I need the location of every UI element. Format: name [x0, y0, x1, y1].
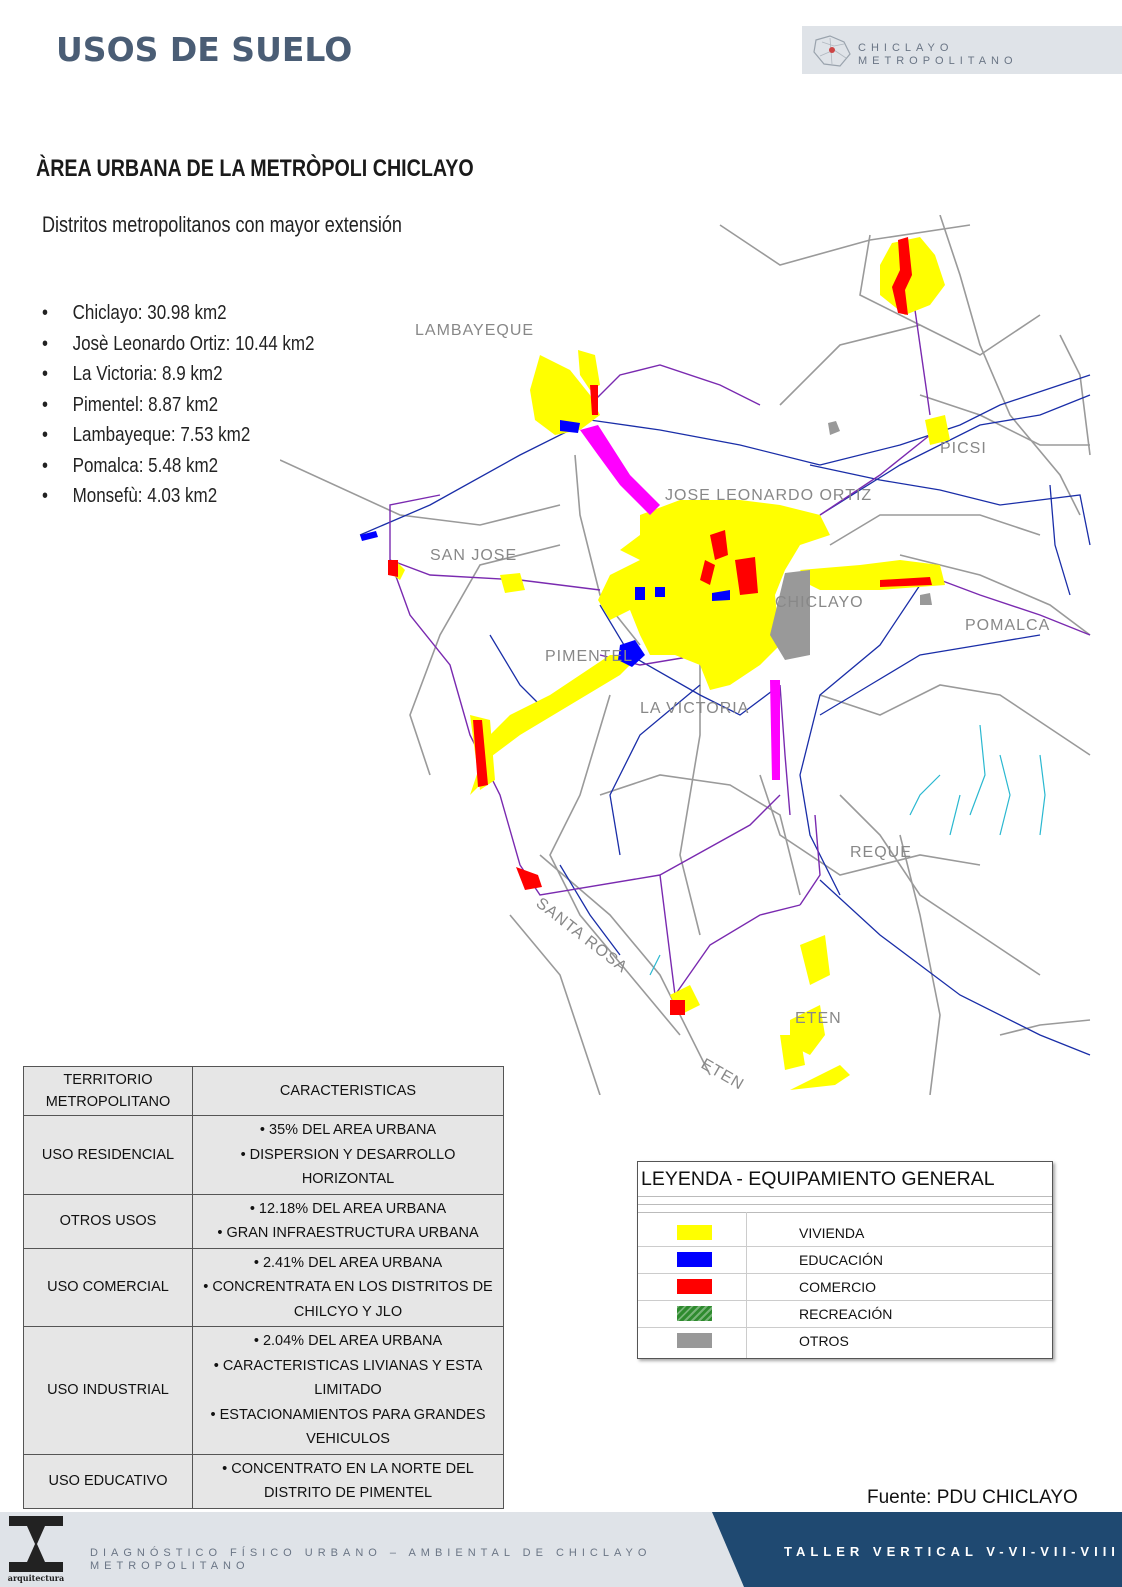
feature-item: • ESTACIONAMIENTOS PARA GRANDES VEHICULOS	[197, 1403, 499, 1452]
legend-label: COMERCIO	[799, 1279, 876, 1295]
legend-item	[638, 1327, 1052, 1354]
vivienda-areas	[390, 237, 950, 1090]
footer-left-line-1: DIAGNÓSTICO FÍSICO URBANO – AMBIENTAL DE CHICLAYO	[90, 1547, 652, 1559]
legend-item	[638, 1219, 1052, 1247]
map-label: JOSE LEONARDO ORTIZ	[665, 487, 873, 504]
footer-left-line-2: METROPOLITANO	[90, 1560, 250, 1572]
land-use-table	[23, 1066, 504, 1509]
district-item: • Pomalca: 5.48 km2	[42, 451, 315, 482]
map-label: REQUE	[850, 844, 912, 861]
source-note: Fuente: PDU CHICLAYO	[867, 1487, 1078, 1508]
table-row	[24, 1327, 504, 1455]
legend-item	[638, 1300, 1052, 1328]
feature-item: • 2.41% DEL AREA URBANA	[197, 1251, 499, 1276]
legend-label: OTROS	[799, 1333, 849, 1349]
map-legend	[637, 1161, 1053, 1359]
table-header: CARACTERISTICAS	[193, 1067, 504, 1116]
table-row	[24, 1116, 504, 1195]
legend-divider	[638, 1212, 1052, 1213]
legend-swatch	[677, 1306, 712, 1321]
legend-swatch	[677, 1333, 712, 1348]
legend-item	[638, 1246, 1052, 1274]
footer-right-text: TALLER VERTICAL V-VI-VII-VIII	[784, 1544, 1120, 1559]
feature-item: • CONCENTRATO EN LA NORTE DEL DISTRITO DE PIMENTEL	[197, 1457, 499, 1506]
territory-cell: USO RESIDENCIAL	[24, 1116, 193, 1195]
map-label: ETEN	[795, 1010, 842, 1027]
land-use-map	[280, 215, 1100, 1095]
legend-title: LEYENDA - EQUIPAMIENTO GENERAL	[641, 1168, 995, 1190]
district-item: • Josè Leonardo Ortiz: 10.44 km2	[42, 329, 315, 360]
territory-cell: OTROS USOS	[24, 1194, 193, 1248]
legend-divider	[638, 1196, 1052, 1197]
brand-line-2: METROPOLITANO	[858, 55, 1018, 67]
logo-text: arquitectura	[7, 1573, 65, 1583]
feature-item: • CONCRENTRATA EN LOS DISTRITOS DE CHILCYO Y JLO	[197, 1275, 499, 1324]
map-label: LAMBAYEQUE	[415, 322, 535, 339]
legend-swatch	[677, 1252, 712, 1267]
feature-item: • 12.18% DEL AREA URBANA	[197, 1197, 499, 1222]
features-cell	[193, 1327, 504, 1455]
map-label: SAN JOSE	[430, 547, 518, 564]
map-label: POMALCA	[965, 617, 1051, 634]
map-label: PIMENTEL	[545, 648, 634, 665]
legend-divider	[638, 1204, 1052, 1205]
district-item: • Monsefù: 4.03 km2	[42, 481, 315, 512]
legend-label: RECREACIÓN	[799, 1306, 893, 1322]
map-label: ETEN	[698, 1055, 747, 1094]
feature-item: • 35% DEL AREA URBANA	[197, 1118, 499, 1143]
table-row	[24, 1454, 504, 1508]
legend-label: EDUCACIÓN	[799, 1252, 884, 1268]
feature-item: • GRAN INFRAESTRUCTURA URBANA	[197, 1221, 499, 1246]
brand-line-1: CHICLAYO	[858, 42, 954, 54]
map-label: CHICLAYO	[775, 594, 864, 611]
page-title: USOS DE SUELO	[56, 30, 353, 69]
brand-text	[858, 42, 1018, 68]
district-item: • Pimentel: 8.87 km2	[42, 390, 315, 421]
territory-cell: USO COMERCIAL	[24, 1248, 193, 1327]
map-label: PICSI	[940, 440, 987, 457]
features-cell	[193, 1194, 504, 1248]
district-item: • Lambayeque: 7.53 km2	[42, 420, 315, 451]
district-item: • Chiclayo: 30.98 km2	[42, 298, 315, 329]
table-row	[24, 1194, 504, 1248]
features-cell	[193, 1248, 504, 1327]
features-cell	[193, 1454, 504, 1508]
footer-left-text	[90, 1547, 651, 1573]
district-item: • La Victoria: 8.9 km2	[42, 359, 315, 390]
arquitectura-logo	[5, 1514, 67, 1584]
legend-swatch	[677, 1279, 712, 1294]
brand-map-logo	[810, 32, 856, 70]
legend-swatch	[677, 1225, 712, 1240]
features-cell	[193, 1116, 504, 1195]
legend-label: VIVIENDA	[799, 1225, 865, 1241]
feature-item: • 2.04% DEL AREA URBANA	[197, 1329, 499, 1354]
legend-item	[638, 1273, 1052, 1301]
map-label: LA VICTORIA	[640, 700, 750, 717]
feature-item: • CARACTERISTICAS LIVIANAS Y ESTA LIMITADO	[197, 1354, 499, 1403]
table-header: TERRITORIO METROPOLITANO	[24, 1067, 193, 1116]
table-row	[24, 1248, 504, 1327]
rivers-cyan	[650, 725, 1045, 975]
territory-cell: USO EDUCATIVO	[24, 1454, 193, 1508]
section-subtitle: Distritos metropolitanos con mayor extensión	[42, 212, 402, 237]
feature-item: • DISPERSION Y DESARROLLO HORIZONTAL	[197, 1143, 499, 1192]
table-header-row	[24, 1067, 504, 1116]
map-label: SANTA ROSA	[532, 894, 631, 977]
section-title: ÀREA URBANA DE LA METRÒPOLI CHICLAYO	[36, 155, 474, 182]
territory-cell: USO INDUSTRIAL	[24, 1327, 193, 1455]
brand-header	[802, 26, 1122, 74]
